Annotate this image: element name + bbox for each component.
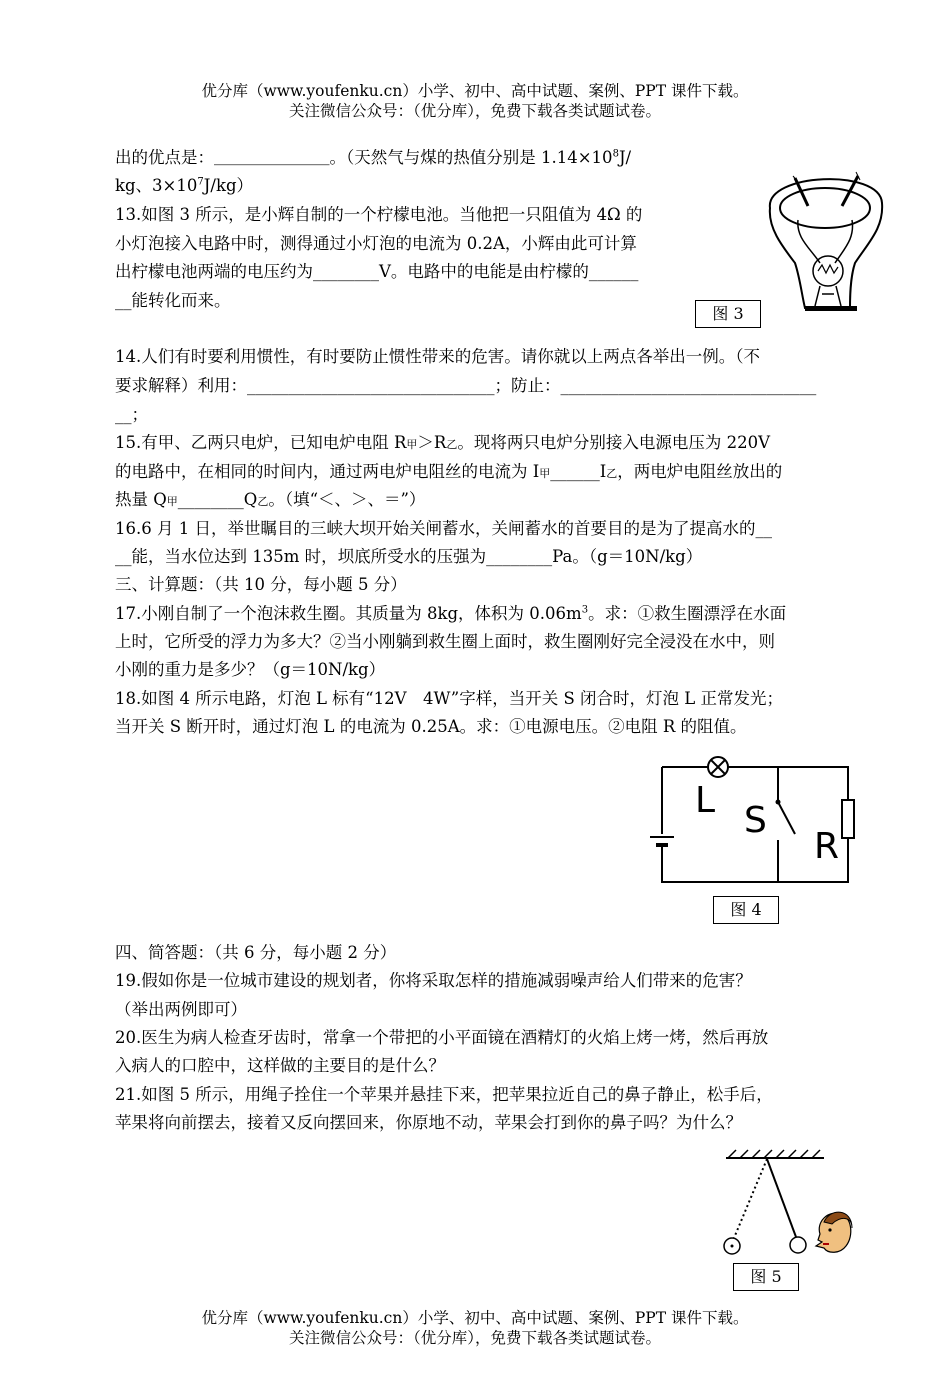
footer-line-1: 优分库（www.youfenku.cn）小学、初中、高中试题、案例、PPT 课件下载。: [201, 1309, 749, 1327]
figure-5-pendulum: [712, 1146, 862, 1266]
q12-tail-line-1: 出的优点是：＿＿＿＿＿＿＿。（天然气与煤的热值分别是 $1.14\times 10^8J/$: [115, 148, 632, 167]
q20-line-1: 20.医生为病人检查牙齿时，常拿一个带把的小平面镜在酒精灯的火焰上烤一烤，然后再放: [115, 1028, 769, 1047]
q16-line-2: __能，当水位达到 135m 时，坝底所受水的压强为________Pa。（g＝10N/kg）: [115, 547, 703, 566]
q17-line-2: 上时，它所受的浮力为多大？②当小刚躺到救生圈上面时，救生圈刚好完全浸没在水中，则: [115, 632, 775, 651]
resistor-label: R: [814, 826, 840, 867]
q18-line-1: 18.如图 4 所示电路，灯泡 L 标有“12V 4W”字样，当开关 S 闭合时，灯泡 L 正常发光；: [115, 689, 783, 708]
q14-line-1: 14.人们有时要利用惯性，有时要防止惯性带来的危害。请你就以上两点各举出一例。（不: [115, 347, 760, 366]
figure-3-lemon-battery: [760, 168, 890, 318]
section-4-heading: 四、简答题：（共 6 分，每小题 2 分）: [115, 943, 397, 962]
header-line-2: 关注微信公众号：（优分库），免费下载各类试题试卷。: [288, 102, 661, 120]
section-3-heading: 三、计算题：（共 10 分，每小题 5 分）: [115, 575, 407, 594]
q16-line-1: 16.6 月 1 日，举世瞩目的三峡大坝开始关闸蓄水，关闸蓄水的首要目的是为了提高水的__: [115, 519, 772, 538]
q17-line-1: 17.小刚自制了一个泡沫救生圈。其质量为 8kg，体积为 $0.06m^3$。求：①救生圈漂浮在水面: [115, 604, 787, 623]
q13-line-3: 出柠檬电池两端的电压约为________V。电路中的电能是由柠檬的______: [115, 262, 639, 281]
apple-right: [790, 1237, 806, 1253]
q12-tail-line-2: kg、$3\times 10^7J/kg$）: [115, 176, 253, 195]
figure-5-label: 图 5: [733, 1263, 799, 1291]
q17-line-3: 小刚的重力是多少？（g＝10N/kg）: [115, 660, 386, 679]
q20-line-2: 入病人的口腔中，这样做的主要目的是什么？: [115, 1056, 445, 1075]
footer-line-2: 关注微信公众号：（优分库），免费下载各类试题试卷。: [288, 1329, 661, 1347]
q19-line-1: 19.假如你是一位城市建设的规划者，你将采取怎样的措施减弱噪声给人们带来的危害？: [115, 971, 752, 990]
q18-line-2: 当开关 S 断开时，通过灯泡 L 的电流为 0.25A。求：①电源电压。②电阻 R 的阻值。: [115, 717, 747, 736]
header-line-1: 优分库（www.youfenku.cn）小学、初中、高中试题、案例、PPT 课件下载。: [201, 82, 749, 100]
switch-symbol: [778, 802, 795, 834]
q21-line-1: 21.如图 5 所示，用绳子拴住一个苹果并悬挂下来，把苹果拉近自己的鼻子静止，松手后，: [115, 1085, 773, 1104]
q21-line-2: 苹果将向前摆去，接着又反向摆回来，你原地不动，苹果会打到你的鼻子吗？为什么？: [115, 1113, 742, 1132]
lamp-symbol: [708, 757, 728, 777]
q14-line-3: __；: [115, 405, 148, 424]
figure-3-label: 图 3: [695, 300, 761, 328]
figure-4-circuit: [640, 752, 870, 892]
q15-line-2: 的电路中，在相同的时间内，通过两电炉电阻丝的电流为 I甲______I乙，两电炉电阻丝放出的: [115, 462, 783, 481]
figure-4-label: 图 4: [713, 896, 779, 924]
q13-line-2: 小灯泡接入电路中时，测得通过小灯泡的电流为 0.2A，小辉由此可计算: [115, 234, 637, 253]
q13-line-1: 13.如图 3 所示，是小辉自制的一个柠檬电池。当他把一只阻值为 4Ω 的: [115, 205, 643, 224]
resistor-symbol: [842, 800, 854, 838]
q15-line-3: 热量 Q甲________Q乙。（填“＜、＞、＝”）: [115, 490, 426, 509]
q13-line-4: __能转化而来。: [115, 291, 231, 310]
q19-line-2: （举出两例即可）: [115, 1000, 247, 1019]
face-icon: [816, 1212, 852, 1252]
switch-label: S: [744, 800, 767, 841]
q15-line-1: 15.有甲、乙两只电炉，已知电炉电阻 R甲＞R乙。现将两只电炉分别接入电源电压为 220V: [115, 433, 771, 452]
lamp-label: L: [695, 780, 716, 821]
q14-line-2: 要求解释）利用：______________________________；防止：_______________________________: [115, 376, 817, 395]
